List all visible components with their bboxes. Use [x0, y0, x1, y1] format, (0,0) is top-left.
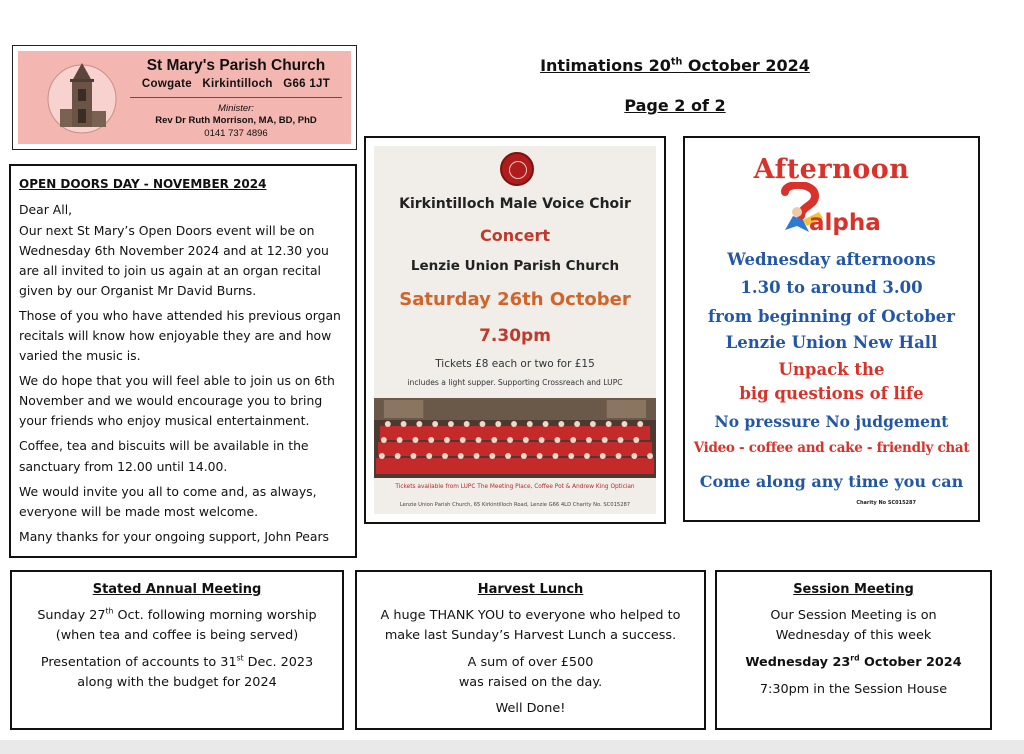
concert-venue: Lenzie Union Parish Church	[410, 258, 620, 274]
ticket-availability: Tickets available from LUPC The Meeting Place, Coffee Pot & Andrew King Optician	[395, 484, 635, 490]
page-shadow	[0, 740, 1024, 754]
stated-meeting-line: Presentation of accounts to 31st Dec. 2023 along with the budget for 2024	[40, 653, 314, 690]
open-doors-paragraph: We do hope that you will feel able to join us on 6th November and we would encourage you to bring your friends who enjoy musical entertainment.	[19, 373, 335, 429]
alpha-title: Afternoon	[753, 154, 910, 185]
choir-name: Kirkintilloch Male Voice Choir	[399, 196, 631, 212]
open-doors-paragraph: Our next St Mary’s Open Doors event will be on Wednesday 6th November 2024 and at 12.30 you are all invited to join us again at an organ recital given by our Organist Mr David Burns.	[19, 222, 329, 298]
title-text: Intimations 20th October 2024	[540, 56, 810, 75]
alpha-brand: alpha	[809, 210, 881, 236]
open-doors-heading: OPEN DOORS DAY - NOVEMBER 2024	[19, 177, 267, 191]
harvest-line: A huge THANK YOU to everyone who helped to make last Sunday’s Harvest Lunch a success.	[380, 608, 681, 643]
stated-meeting-heading: Stated Annual Meeting	[92, 582, 262, 597]
alpha-charity-number: Charity No SC015287	[856, 500, 916, 506]
concert-supper-note: includes a light supper. Supporting Crossreach and LUPC	[407, 378, 623, 387]
concert-poster-frame	[364, 136, 666, 524]
harvest-line: A sum of over £500 was raised on the day.	[458, 654, 603, 690]
alpha-line: No pressure No judgement	[714, 412, 949, 431]
open-doors-paragraph: Coffee, tea and biscuits will be available in the sanctuary from 12.00 until 14.00.	[19, 438, 309, 474]
concert-label: Concert	[480, 226, 550, 245]
alpha-line: Video - coffee and cake - friendly chat	[693, 440, 970, 456]
session-line: 7:30pm in the Session House	[759, 681, 948, 697]
minister-label: Minister:	[218, 103, 254, 114]
alpha-line: Wednesday afternoons	[727, 250, 936, 269]
concert-address: Lenzie Union Parish Church, 65 Kirkintilloch Road, Lenzie G66 4LD Charity No. SC015287	[399, 502, 631, 508]
church-tower-icon	[42, 57, 122, 137]
open-doors-signoff: Many thanks for your ongoing support, John Pears	[19, 528, 330, 544]
page-title	[500, 56, 850, 75]
open-doors-paragraph: We would invite you all to come and, as always, everyone will be made most welcome.	[19, 483, 317, 519]
alpha-line: 1.30 to around 3.00	[740, 278, 923, 297]
open-doors-greeting: Dear All,	[19, 202, 73, 218]
alpha-line: from beginning of October	[707, 307, 955, 326]
alpha-line: Come along any time you can	[699, 472, 964, 491]
concert-tickets: Tickets £8 each or two for £15	[435, 358, 595, 370]
open-doors-paragraph: Those of you who have attended his previous organ recitals will know how enjoyable they are and how varied the music is.	[19, 307, 341, 364]
church-name: St Mary's Parish Church	[146, 57, 326, 74]
harvest-lunch	[355, 570, 706, 730]
stated-meeting-line: Sunday 27th Oct. following morning worship (when tea and coffee is being served)	[37, 606, 317, 643]
harvest-line: Well Done!	[495, 701, 566, 717]
open-doors-notice	[9, 164, 357, 558]
concert-time: 7.30pm	[479, 326, 551, 346]
alpha-line: big questions of life	[739, 384, 924, 403]
church-address: Cowgate Kirkintilloch G66 1JT	[141, 78, 331, 90]
harvest-heading: Harvest Lunch	[477, 582, 584, 597]
header-divider	[130, 97, 342, 98]
concert-poster	[374, 146, 656, 514]
session-heading: Session Meeting	[793, 582, 914, 597]
concert-date: Saturday 26th October	[399, 289, 631, 310]
minister-name: Rev Dr Ruth Morrison, MA, BD, PhD	[155, 115, 317, 126]
session-meeting	[715, 570, 992, 730]
alpha-line: Unpack the	[778, 360, 885, 379]
session-line: Our Session Meeting is on Wednesday of this week	[770, 608, 937, 643]
session-date: Wednesday 23rd October 2024	[745, 653, 962, 670]
header-background	[18, 51, 351, 144]
stated-annual-meeting	[10, 570, 344, 730]
alpha-poster	[683, 136, 980, 522]
church-header	[12, 45, 357, 150]
church-phone: 0141 737 4896	[204, 128, 268, 139]
page-number: Page 2 of 2	[624, 96, 726, 115]
alpha-line: Lenzie Union New Hall	[725, 333, 938, 352]
choir-badge-icon	[500, 152, 534, 186]
choir-photo	[374, 398, 656, 478]
